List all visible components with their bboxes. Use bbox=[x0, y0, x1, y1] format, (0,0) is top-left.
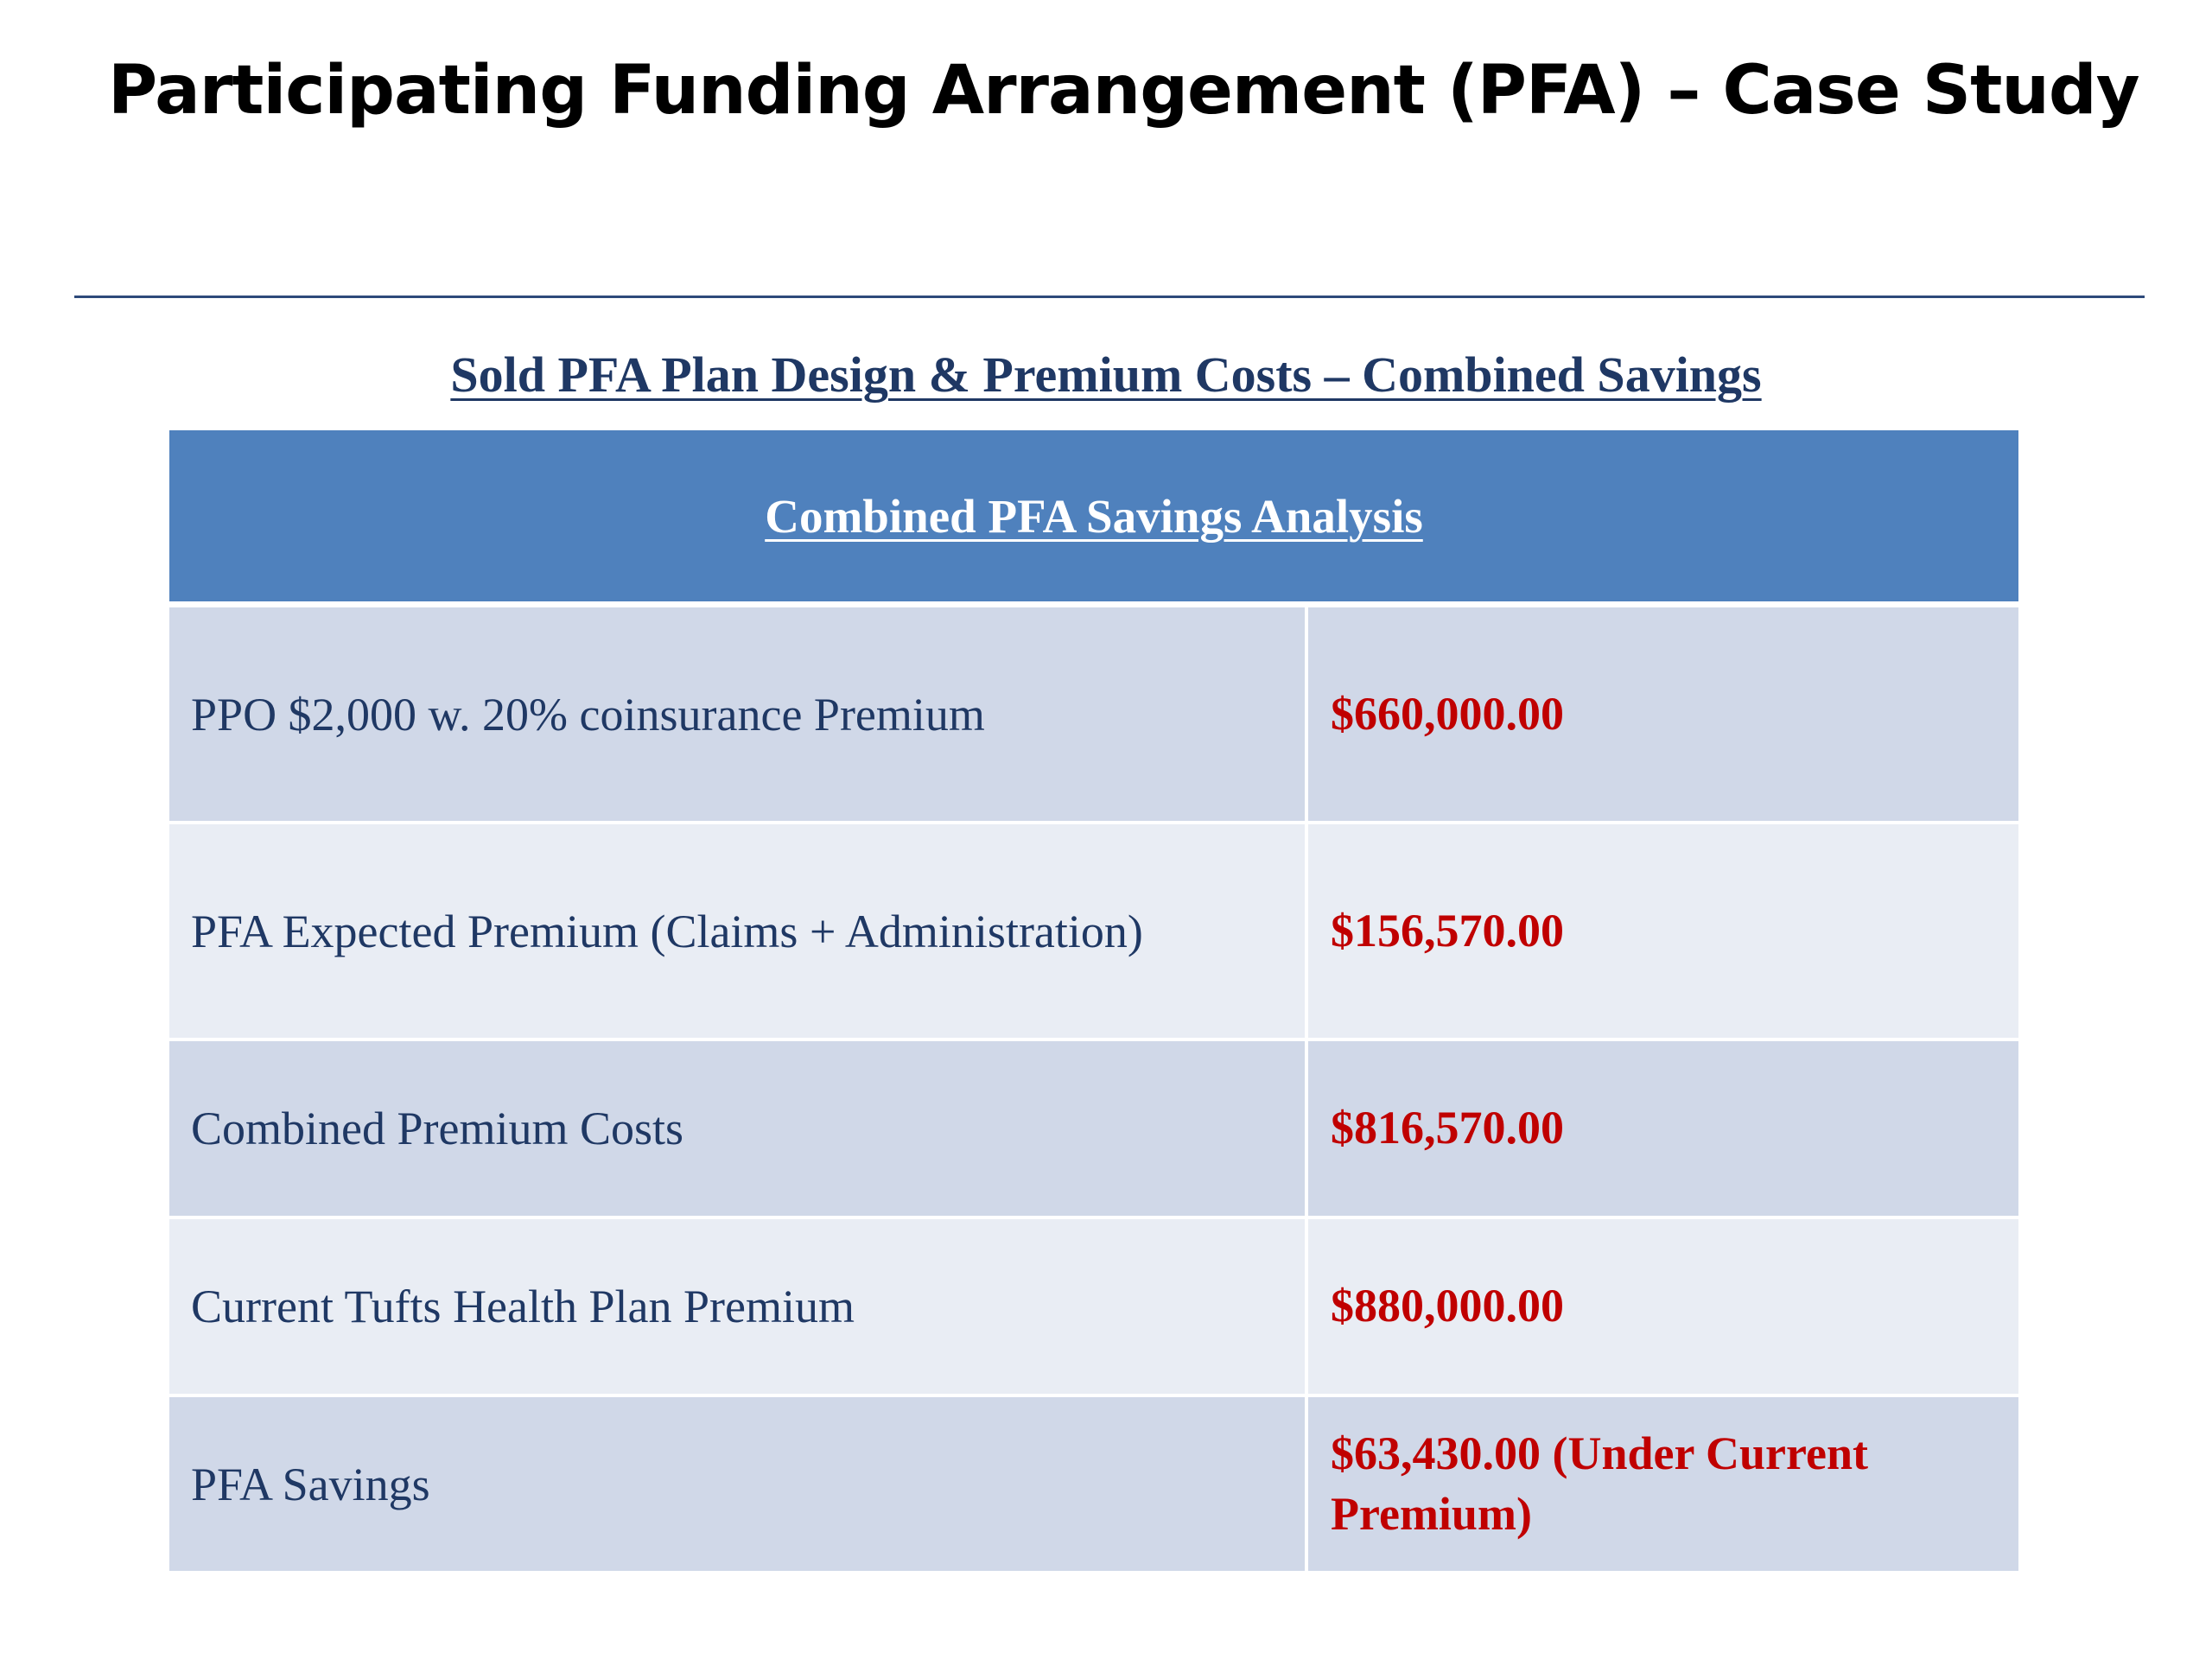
row-value: $816,570.00 bbox=[1331, 1102, 1564, 1154]
row-value: $660,000.00 bbox=[1331, 687, 1564, 740]
slide-subtitle: Sold PFA Plan Design & Premium Costs – Combined Savings bbox=[450, 346, 1762, 403]
row-label: PFA Expected Premium (Claims + Administration) bbox=[169, 824, 1308, 1038]
savings-table bbox=[169, 430, 2018, 1571]
table-row bbox=[169, 1219, 2018, 1397]
row-value: $63,430.00 (Under Current Premium) bbox=[1331, 1427, 1868, 1540]
row-value: $880,000.00 bbox=[1331, 1280, 1564, 1332]
table-row bbox=[169, 1041, 2018, 1219]
slide-title: Participating Funding Arrangement (PFA) – Case Study bbox=[108, 52, 2139, 130]
row-label: Current Tufts Health Plan Premium bbox=[169, 1219, 1308, 1394]
table-row bbox=[169, 824, 2018, 1041]
row-label: Combined Premium Costs bbox=[169, 1041, 1308, 1216]
title-divider bbox=[74, 296, 2145, 298]
table-row bbox=[169, 607, 2018, 824]
row-label: PFA Savings bbox=[169, 1397, 1308, 1571]
table-header-text: Combined PFA Savings Analysis bbox=[765, 489, 1423, 543]
table-row bbox=[169, 1397, 2018, 1571]
table-header bbox=[169, 430, 2018, 607]
row-label: PPO $2,000 w. 20% coinsurance Premium bbox=[169, 607, 1308, 821]
row-value: $156,570.00 bbox=[1331, 904, 1564, 957]
